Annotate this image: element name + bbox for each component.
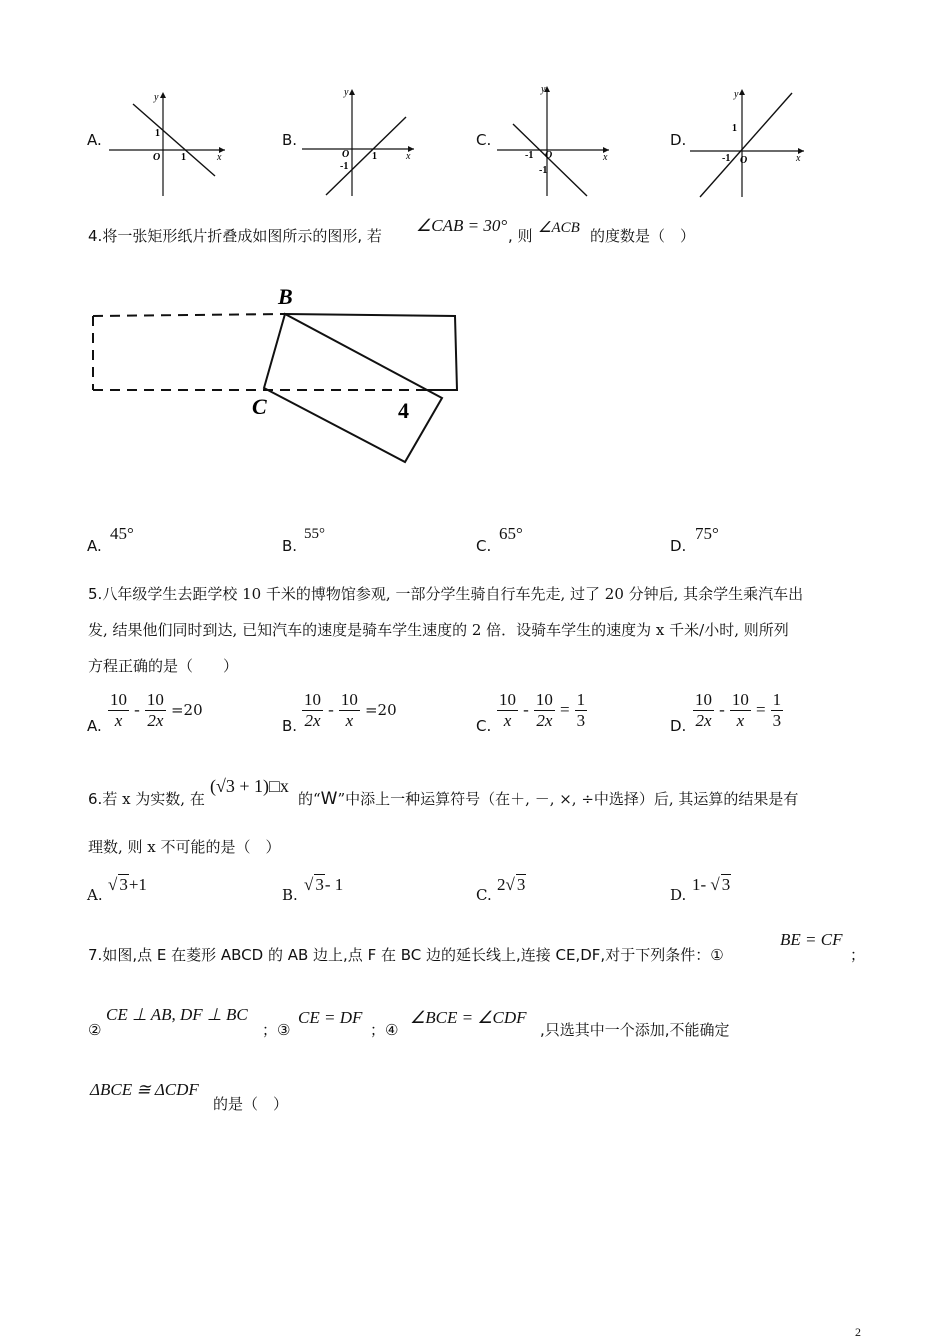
q6-option-d: 1- √ 3 — [692, 875, 731, 894]
svg-text:-1: -1 — [340, 161, 349, 172]
svg-text:-1: -1 — [539, 165, 548, 176]
q3-graph-b — [300, 85, 420, 200]
q3-option-c-label: C. — [476, 131, 492, 149]
svg-text:x: x — [406, 151, 411, 162]
q5-option-d: $\frac{10}{2x}$ - $\frac{10}{x}$ = $\frac{1}{3}$ — [695, 690, 782, 730]
q4-option-b-value: 55° — [304, 526, 325, 542]
svg-text:y: y — [734, 89, 739, 100]
q4-stem: 4.将一张矩形纸片折叠成如图所示的图形, 若 — [88, 227, 382, 245]
q4-label-4: 4 — [398, 398, 409, 423]
q6-line-2: 理数, 则 x 不可能的是（ ） — [88, 838, 281, 856]
q3-option-b-label: B. — [282, 131, 298, 149]
q4-option-c-value: 65° — [499, 524, 523, 543]
svg-text:1: 1 — [732, 123, 737, 134]
svg-text:1: 1 — [372, 151, 377, 162]
q4-label-b: B — [278, 284, 293, 309]
svg-text:y: y — [344, 87, 349, 98]
q7-line-1: 7.如图,点 E 在菱形 ABCD 的 AB 边上,点 F 在 BC 边的延长线上,连接 CE,DF,对于下列条件：① — [88, 946, 724, 964]
q6-option-a: √ 3+1 — [108, 875, 147, 894]
svg-text:O: O — [342, 149, 350, 160]
svg-text:x: x — [603, 152, 608, 163]
svg-text:O: O — [740, 155, 748, 166]
q6-expression: (√3 + 1)□x — [210, 776, 289, 796]
q5-line-1: 5.八年级学生去距学校 10 千米的博物馆参观, 一部分学生骑自行车先走, 过了 20 分钟后, 其余学生乘汽车出 — [88, 585, 804, 603]
svg-text:x: x — [217, 152, 222, 163]
q5-option-b: $\frac{10}{2x}$ - $\frac{10}{x}$ =20 — [304, 690, 397, 730]
svg-text:O: O — [545, 150, 553, 161]
q7-cond-2: CE ⊥ AB, DF ⊥ BC — [106, 1005, 248, 1024]
q6-line-1b: 的“W”中添上一种运算符号（在＋, －, ×, ÷中选择）后, 其运算的结果是有 — [298, 789, 799, 809]
q3-a-tick-y: 1 — [155, 128, 160, 139]
page-number: 2 — [855, 1325, 861, 1339]
q7-cond-3: CE = DF — [298, 1008, 363, 1027]
q4-angle-acb: ∠ACB — [538, 220, 580, 236]
q3-graph-d — [688, 85, 810, 200]
q3-option-d-label: D. — [670, 131, 687, 149]
svg-text:x: x — [796, 153, 801, 164]
q7-congruence: ΔBCE ≅ ΔCDF — [90, 1080, 199, 1099]
q4-angle-cab: ∠CAB = 30° — [416, 216, 508, 235]
q6-line-1a: 6.若 x 为实数, 在 — [88, 790, 205, 808]
q6-option-b: √ 3- 1 — [304, 875, 344, 894]
q3-option-a-label: A. — [87, 131, 102, 149]
q7-cond-1: BE = CF — [780, 930, 843, 949]
svg-text:-1: -1 — [722, 153, 731, 164]
q3-a-origin: O — [153, 152, 161, 163]
q3-a-tick-x: 1 — [181, 152, 186, 163]
q4-option-a-value: 45° — [110, 524, 134, 543]
q4-label-c: C — [252, 394, 267, 419]
svg-text:y: y — [154, 92, 159, 103]
q7-cond-4: ∠BCE = ∠CDF — [410, 1008, 527, 1027]
q5-option-a: $\frac{10}{x}$ - $\frac{10}{2x}$ =20 — [110, 690, 203, 730]
q5-line-3: 方程正确的是（ ） — [88, 657, 239, 675]
q3-graph-c — [495, 80, 615, 198]
q4-option-d-value: 75° — [695, 524, 719, 543]
q4-fold-figure — [88, 280, 468, 470]
svg-text:-1: -1 — [525, 150, 534, 161]
q5-option-c: $\frac{10}{x}$ - $\frac{10}{2x}$ = $\frac{1}{3}$ — [499, 690, 586, 730]
q3-graph-a — [105, 88, 230, 200]
q6-option-c: 2√ 3 — [497, 875, 526, 894]
svg-text:y: y — [541, 84, 546, 95]
q5-line-2: 发, 结果他们同时到达, 已知汽车的速度是骑车学生速度的 2 倍．设骑车学生的速度为 x 千米/小时, 则所列 — [88, 621, 789, 639]
